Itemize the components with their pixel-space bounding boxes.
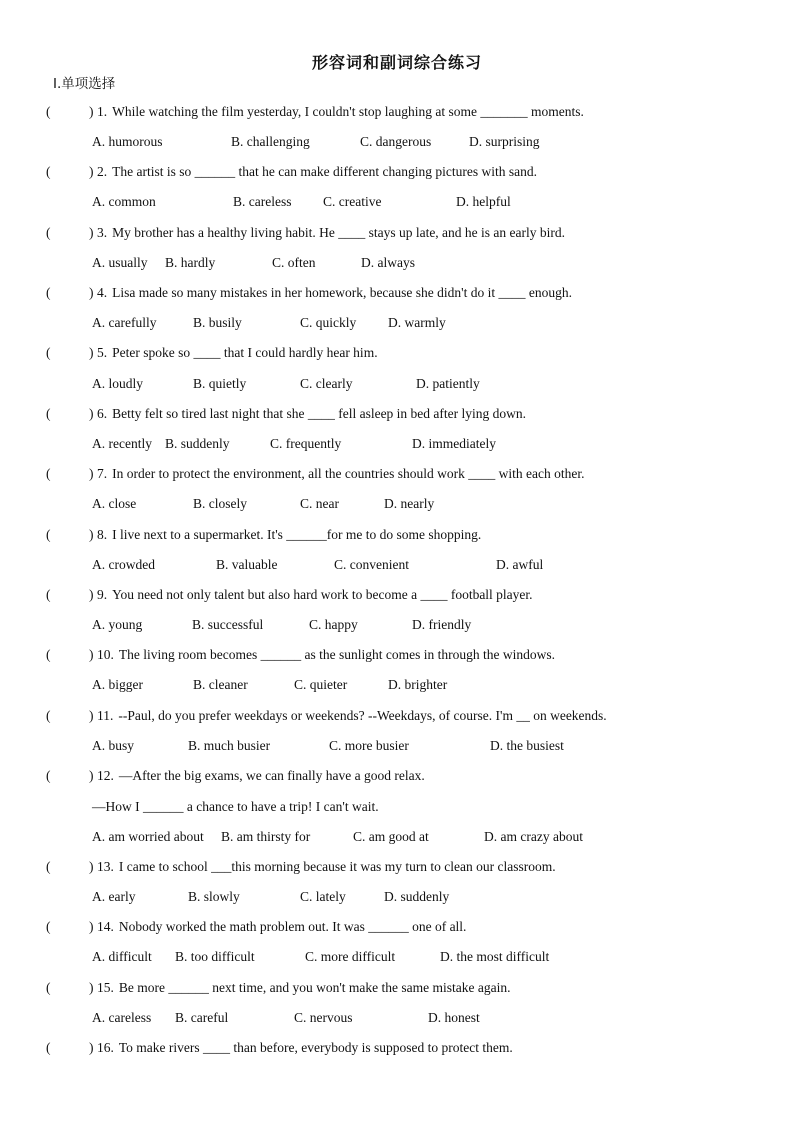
answer-blank-open[interactable]: ( <box>46 104 51 119</box>
option-c: C. frequently <box>270 436 342 451</box>
page-title: 形容词和副词综合练习 <box>311 53 482 72</box>
option-a: A. common <box>92 194 156 209</box>
question-text <box>97 104 584 120</box>
option-a: A. close <box>92 496 137 511</box>
answer-blank-open[interactable]: ( <box>46 1040 51 1055</box>
answer-blank-open[interactable]: ( <box>46 164 51 179</box>
question-number: 9. <box>97 587 108 602</box>
option-c: C. quieter <box>294 677 348 692</box>
section-heading: Ⅰ.单项选择 <box>53 76 116 92</box>
question-stem: Nobody worked the math problem out. It was ______ one of all. <box>118 919 467 934</box>
question-stem: Be more ______ next time, and you won't make the same mistake again. <box>118 980 511 995</box>
question-number: 12. <box>97 768 114 783</box>
option-b: B. cleaner <box>193 677 248 692</box>
option-d: D. nearly <box>384 496 435 511</box>
option-d: D. awful <box>496 557 544 572</box>
option-c: C. more difficult <box>305 949 396 964</box>
answer-blank-open[interactable]: ( <box>46 980 51 995</box>
question-number: 4. <box>97 285 108 300</box>
option-c: C. happy <box>309 617 358 632</box>
question-number: 15. <box>97 980 114 995</box>
option-b: B. successful <box>192 617 264 632</box>
option-b: B. am thirsty for <box>221 829 311 844</box>
option-d: D. honest <box>428 1010 480 1025</box>
answer-blank-close[interactable]: ) <box>89 225 94 240</box>
question-number: 2. <box>97 164 108 179</box>
option-c: C. lately <box>300 889 346 904</box>
option-a: A. carefully <box>92 315 157 330</box>
question-text <box>97 406 526 422</box>
answer-blank-close[interactable]: ) <box>89 466 94 481</box>
question-text <box>97 708 607 724</box>
answer-blank-open[interactable]: ( <box>46 708 51 723</box>
question-stem: You need not only talent but also hard work to become a ____ football player. <box>112 587 533 602</box>
question-number: 14. <box>97 919 114 934</box>
option-d: D. warmly <box>388 315 446 330</box>
question-stem: I came to school ___this morning because it was my turn to clean our classroom. <box>118 859 556 874</box>
question-stem: Peter spoke so ____ that I could hardly hear him. <box>112 345 378 360</box>
option-a: A. crowded <box>92 557 155 572</box>
option-b: B. closely <box>193 496 247 511</box>
option-d: D. friendly <box>412 617 472 632</box>
question-number: 16. <box>97 1040 114 1055</box>
question-stem: I live next to a supermarket. It's ______for me to do some shopping. <box>112 527 482 542</box>
question-text <box>97 225 565 241</box>
question-text <box>97 980 510 996</box>
question-text <box>97 647 555 663</box>
option-d: D. helpful <box>456 194 511 209</box>
question-stem: The artist is so ______ that he can make different changing pictures with sand. <box>112 164 538 179</box>
option-a: A. bigger <box>92 677 143 692</box>
option-c: C. clearly <box>300 376 353 391</box>
option-d: D. surprising <box>469 134 540 149</box>
answer-blank-close[interactable]: ) <box>89 285 94 300</box>
option-a: A. usually <box>92 255 148 270</box>
question-stem: My brother has a healthy living habit. He ____ stays up late, and he is an early bird. <box>112 225 566 240</box>
question-number: 7. <box>97 466 108 481</box>
answer-blank-close[interactable]: ) <box>89 527 94 542</box>
question-dialogue-line: —How I ______ a chance to have a trip! I can't wait. <box>92 799 379 814</box>
option-d: D. the busiest <box>490 738 564 753</box>
answer-blank-close[interactable]: ) <box>89 768 94 783</box>
option-b: B. suddenly <box>165 436 230 451</box>
question-number: 3. <box>97 225 108 240</box>
question-stem: Lisa made so many mistakes in her homework, because she didn't do it ____ enough. <box>112 285 572 300</box>
answer-blank-close[interactable]: ) <box>89 104 94 119</box>
option-c: C. nervous <box>294 1010 353 1025</box>
option-b: B. careless <box>233 194 292 209</box>
answer-blank-open[interactable]: ( <box>46 859 51 874</box>
question-number: 10. <box>97 647 114 662</box>
answer-blank-close[interactable]: ) <box>89 647 94 662</box>
answer-blank-open[interactable]: ( <box>46 345 51 360</box>
option-b: B. slowly <box>188 889 240 904</box>
option-d: D. patiently <box>416 376 480 391</box>
option-c: C. more busier <box>329 738 409 753</box>
option-c: C. am good at <box>353 829 429 844</box>
question-text <box>97 859 556 875</box>
question-text <box>97 1040 513 1056</box>
answer-blank-open[interactable]: ( <box>46 768 51 783</box>
question-stem: To make rivers ____ than before, everybody is supposed to protect them. <box>118 1040 513 1055</box>
question-text <box>97 919 466 935</box>
option-b: B. hardly <box>165 255 216 270</box>
answer-blank-open[interactable]: ( <box>46 466 51 481</box>
answer-blank-open[interactable]: ( <box>46 919 51 934</box>
option-b: B. busily <box>193 315 242 330</box>
question-text <box>97 768 425 784</box>
answer-blank-close[interactable]: ) <box>89 708 94 723</box>
option-c: C. quickly <box>300 315 357 330</box>
option-a: A. early <box>92 889 136 904</box>
answer-blank-close[interactable]: ) <box>89 164 94 179</box>
option-d: D. suddenly <box>384 889 450 904</box>
option-a: A. young <box>92 617 143 632</box>
question-number: 11. <box>97 708 114 723</box>
answer-blank-open[interactable]: ( <box>46 406 51 421</box>
question-number: 6. <box>97 406 108 421</box>
answer-blank-close[interactable]: ) <box>89 859 94 874</box>
option-b: B. too difficult <box>175 949 255 964</box>
option-c: C. convenient <box>334 557 409 572</box>
answer-blank-close[interactable]: ) <box>89 980 94 995</box>
question-number: 8. <box>97 527 108 542</box>
question-stem: --Paul, do you prefer weekdays or weekends? --Weekdays, of course. I'm __ on weekends. <box>118 708 607 723</box>
question-text <box>97 527 481 543</box>
question-text <box>97 285 572 301</box>
option-c: C. often <box>272 255 316 270</box>
question-text <box>97 466 585 482</box>
answer-blank-open[interactable]: ( <box>46 225 51 240</box>
question-stem: —After the big exams, we can finally have a good relax. <box>118 768 425 783</box>
option-a: A. busy <box>92 738 135 753</box>
question-text <box>97 164 537 180</box>
answer-blank-open[interactable]: ( <box>46 587 51 602</box>
question-number: 13. <box>97 859 114 874</box>
option-b: B. quietly <box>193 376 247 391</box>
answer-blank-close[interactable]: ) <box>89 1040 94 1055</box>
option-d: D. always <box>361 255 415 270</box>
question-stem: The living room becomes ______ as the sunlight comes in through the windows. <box>118 647 555 662</box>
option-d: D. the most difficult <box>440 949 550 964</box>
option-c: C. near <box>300 496 339 511</box>
question-text <box>97 345 378 361</box>
question-number: 1. <box>97 104 108 119</box>
option-a: A. recently <box>92 436 152 451</box>
question-stem: Betty felt so tired last night that she ____ fell asleep in bed after lying down. <box>112 406 527 421</box>
option-a: A. difficult <box>92 949 152 964</box>
answer-blank-open[interactable]: ( <box>46 285 51 300</box>
question-stem: In order to protect the environment, all the countries should work ____ with each other. <box>112 466 585 481</box>
answer-blank-close[interactable]: ) <box>89 345 94 360</box>
option-c: C. creative <box>323 194 382 209</box>
answer-blank-open[interactable]: ( <box>46 527 51 542</box>
option-d: D. immediately <box>412 436 496 451</box>
answer-blank-close[interactable]: ) <box>89 587 94 602</box>
option-a: A. careless <box>92 1010 152 1025</box>
option-d: D. brighter <box>388 677 448 692</box>
option-a: A. loudly <box>92 376 144 391</box>
option-a: A. am worried about <box>92 829 204 844</box>
option-c: C. dangerous <box>360 134 432 149</box>
question-text <box>97 587 533 603</box>
answer-blank-close[interactable]: ) <box>89 406 94 421</box>
question-number: 5. <box>97 345 108 360</box>
option-b: B. challenging <box>231 134 310 149</box>
option-b: B. valuable <box>216 557 278 572</box>
option-b: B. much busier <box>188 738 271 753</box>
option-d: D. am crazy about <box>484 829 583 844</box>
option-a: A. humorous <box>92 134 163 149</box>
option-b: B. careful <box>175 1010 229 1025</box>
question-stem: While watching the film yesterday, I couldn't stop laughing at some _______ moments. <box>112 104 584 119</box>
answer-blank-open[interactable]: ( <box>46 647 51 662</box>
answer-blank-close[interactable]: ) <box>89 919 94 934</box>
